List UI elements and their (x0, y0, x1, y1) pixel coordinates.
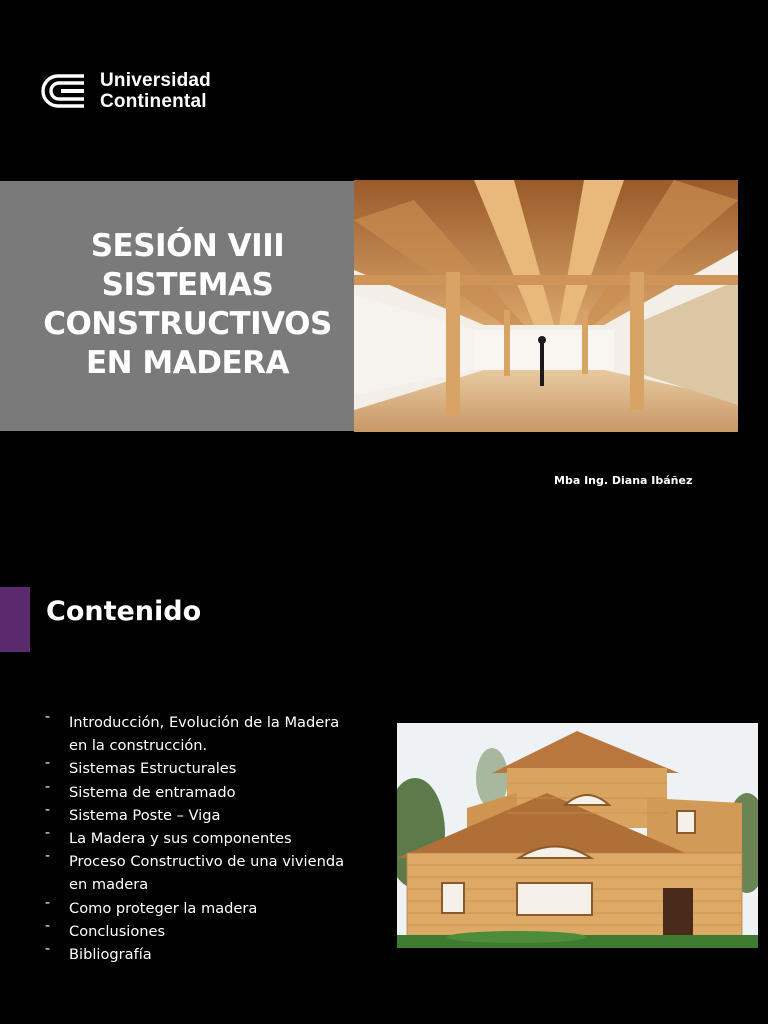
list-item: - Introducción, Evolución de la Madera en la construcción. (42, 711, 382, 757)
author-name: Mba Ing. Diana Ibáñez (554, 474, 693, 487)
list-item: - La Madera y sus componentes (42, 827, 382, 850)
bullet-dash: - (45, 778, 51, 795)
list-item: - Sistema de entramado (42, 781, 382, 804)
brand-logo (40, 70, 211, 112)
log-house-photo (397, 723, 758, 948)
brand-name-line2: Continental (100, 91, 207, 112)
section-title: Contenido (46, 596, 202, 627)
bullet-dash: - (45, 755, 51, 772)
list-item: - Sistemas Estructurales (42, 757, 382, 780)
wooden-interior-photo (354, 180, 738, 432)
bullet-dash: - (45, 941, 51, 958)
slide-title-line: CONSTRUCTIVOS (43, 306, 332, 342)
bullet-dash: - (45, 709, 51, 725)
slide-title-line: SESIÓN VIII (90, 228, 285, 264)
list-item: - Sistema Poste – Viga (42, 804, 382, 827)
slide-title-line: EN MADERA (85, 345, 290, 381)
bullet-dash: - (45, 848, 51, 865)
bullet-dash: - (45, 825, 51, 842)
bullet-dash: - (45, 801, 51, 818)
list-item: - Bibliografía (42, 943, 382, 966)
section-accent-bar (0, 587, 30, 652)
content-list (42, 711, 382, 966)
slide-title (0, 227, 375, 383)
slide-title-line: SISTEMAS (101, 267, 274, 303)
list-item: - Conclusiones (42, 920, 382, 943)
title-banner (0, 181, 355, 431)
bullet-dash: - (45, 894, 51, 911)
bullet-dash: - (45, 917, 51, 934)
list-item: - Como proteger la madera (42, 897, 382, 920)
list-item: - Proceso Constructivo de una vivienda en madera (42, 850, 382, 896)
brand-name-line1: Universidad (100, 70, 211, 91)
university-logo-icon (40, 70, 92, 112)
